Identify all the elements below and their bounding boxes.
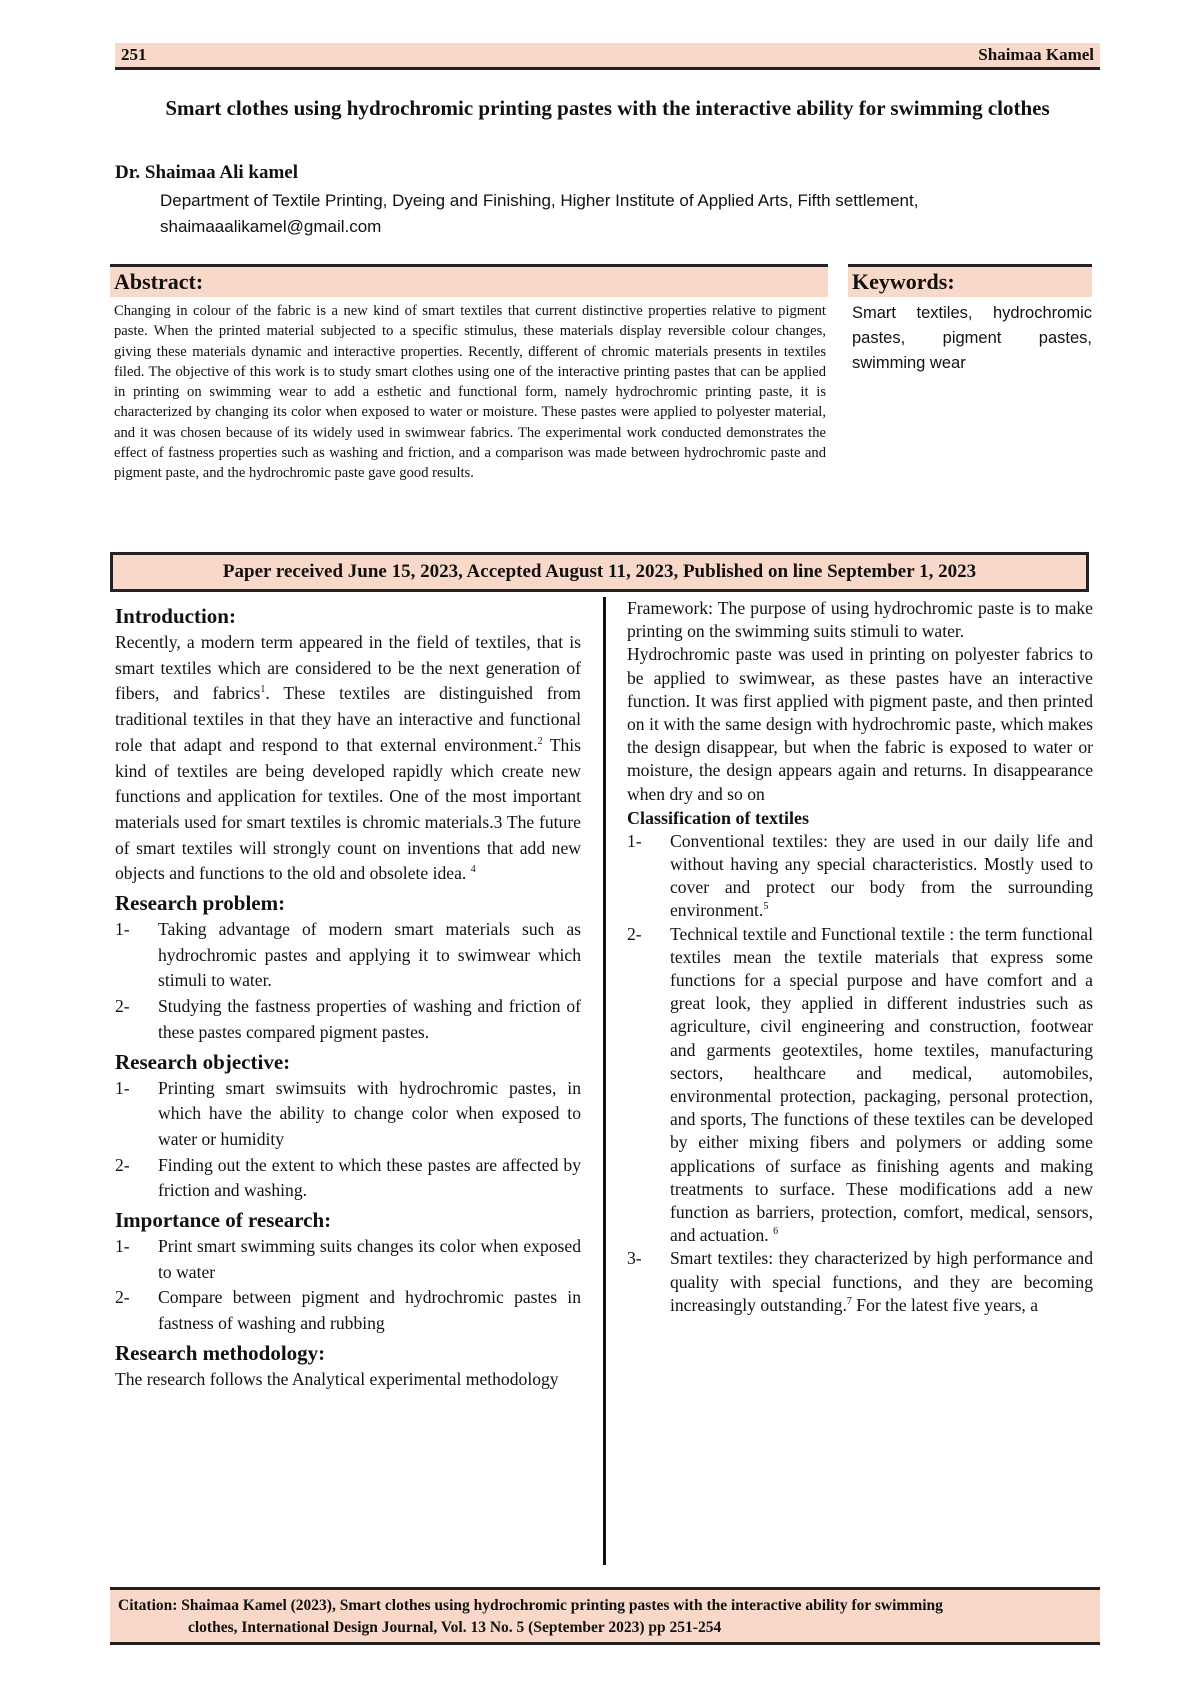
citation-footer — [110, 1587, 1100, 1645]
keywords-section — [848, 264, 1092, 376]
list-marker: 1- — [115, 919, 130, 940]
citation-2: 2 — [537, 735, 543, 747]
citation-7: 7 — [846, 1296, 852, 1308]
right-column — [627, 597, 1093, 1317]
list-item-text: Finding out the extent to which these pastes are affected by friction and washing. — [158, 1154, 581, 1201]
list-item-text: Technical textile and Functional textile : the term functional textiles mean the textile materials that express some functions for a special purpose and have comfort and a great look, they applied in different industries such as agriculture, civil engineering and construction, footwear and garments geotextiles, home textiles, manufacturing sectors, healthcare and medical, automobiles, environmental protection, packaging, personal protection, and sports, The functions of these textiles can be developed by either mixing fibers and polymers or adding some applications of surface as finishing agents and making treatments to surface. These modifications add a new function as barriers, protection, comfort, medical, sensors, and actuation. — [670, 923, 1093, 1246]
list-marker: 2- — [627, 923, 642, 944]
column-divider — [603, 597, 606, 1565]
list-marker: 1- — [627, 830, 642, 851]
research-problem-list — [115, 917, 581, 1046]
classification-heading: Classification of textiles — [627, 807, 809, 828]
list-item-text: Compare between pigment and hydrochromic pastes in fastness of washing and rubbing — [158, 1287, 581, 1334]
abstract-heading: Abstract: — [110, 264, 828, 297]
list-item — [627, 1247, 1093, 1317]
research-objective-heading: Research objective: — [115, 1049, 291, 1074]
methodology-text: The research follows the Analytical experimental methodology — [115, 1368, 559, 1389]
intro-text-c: This kind of textiles are being developed rapidly which create new functions and application for textiles. One of the most important materials used for smart textiles is chromic materials.3 The future of smart textiles will strongly count on inventions that add new objects and functions to the old and obsolete idea. — [115, 734, 582, 884]
citation-1: 1 — [260, 684, 266, 696]
list-item-tail: For the latest five years, a — [851, 1294, 1039, 1315]
abstract-text: Changing in colour of the fabric is a new kind of smart textiles that current distinctive properties relative to pigment paste. When the printed material subjected to a specific stimulus, these materials display reversible colour changes, giving these materials dynamic and interactive properties. Recently, different of chromic materials presents in textiles filed. The objective of this work is to study smart clothes using one of the interactive printing pastes that can be applied in printing on swimming wear to add a esthetic and functional form, namely hydrochromic printing paste, it is characterized by changing its color when exposed to water or moisture. These pastes were applied to polyester material, and it was chosen because of its widely used in swimwear fabrics. The experimental work conducted demonstrates the effect of fastness properties such as washing and friction, and a comparison was made between hydrochromic paste and pigment paste, and the hydrochromic paste gave good results. — [114, 303, 826, 482]
abstract-section — [110, 264, 828, 484]
paper-title: Smart clothes using hydrochromic printing pastes with the interactive ability for swimming clothes — [165, 96, 1050, 120]
citation-5: 5 — [763, 901, 769, 913]
list-item-text: Studying the fastness properties of washing and friction of these pastes compared pigment pastes. — [158, 996, 581, 1042]
author-name: Dr. Shaimaa Ali kamel — [115, 162, 298, 183]
list-marker: 2- — [115, 996, 130, 1017]
introduction-heading: Introduction: — [115, 604, 236, 628]
citation-6: 6 — [773, 1226, 779, 1238]
importance-heading: Importance of research: — [115, 1208, 332, 1233]
list-marker: 1- — [115, 1236, 130, 1257]
intro-text-b: . These textiles are distinguished from traditional textiles in that they have an interactive and functional role that adapt and respond to that external environment. — [115, 683, 581, 755]
list-item — [115, 1234, 581, 1285]
list-item — [115, 994, 581, 1045]
citation-4: 4 — [470, 864, 476, 876]
author-affiliation: Department of Textile Printing, Dyeing and Finishing, Higher Institute of Applied Arts, Fifth settlement, shaimaaalikamel@gmail.com — [160, 191, 919, 236]
framework-paragraph: Framework: The purpose of using hydrochromic paste is to make printing on the swimming suits stimuli to water. — [627, 598, 1093, 642]
importance-list — [115, 1234, 581, 1337]
intro-text-a: Recently, a modern term appeared in the field of textiles, that is smart textiles which are considered to be the next generation of fibers, and fabrics — [115, 632, 581, 704]
list-item — [115, 1076, 581, 1153]
received-dates-banner: Paper received June 15, 2023, Accepted August 11, 2023, Published on line September 1, 2023 — [110, 552, 1089, 592]
research-objective-list — [115, 1076, 581, 1205]
list-marker: 2- — [115, 1154, 130, 1175]
list-marker: 1- — [115, 1077, 130, 1098]
page-number: 251 — [121, 45, 147, 64]
list-item-text: Taking advantage of modern smart materials such as hydrochromic pastes and applying it to swimwear which stimuli to water. — [158, 919, 581, 991]
keywords-heading: Keywords: — [848, 264, 1092, 297]
list-item — [627, 830, 1093, 923]
list-item-text: Smart textiles: they characterized by high performance and quality with special functions, and they are becoming increasingly outstanding. — [670, 1248, 1093, 1315]
running-header — [115, 43, 1100, 70]
list-item — [627, 923, 1093, 1248]
research-problem-heading: Research problem: — [115, 891, 286, 916]
left-column — [115, 600, 581, 1393]
classification-list — [627, 830, 1093, 1317]
list-marker: 2- — [115, 1287, 130, 1308]
hydrochromic-paragraph: Hydrochromic paste was used in printing on polyester fabrics to be applied to swimwear, as these pastes have an interactive function. It was first applied with pigment paste, and then printed on it with the same design with hydrochromic paste, which makes the design disappear, but when the fabric is exposed to water or moisture, the design appears again and returns. In disappearance when dry and so on — [627, 644, 1093, 804]
list-item — [115, 1285, 581, 1336]
list-marker: 3- — [627, 1248, 642, 1269]
keywords-text: Smart textiles, hydrochromic pastes, pigment pastes, swimming wear — [852, 304, 1092, 372]
citation-line-2: clothes, International Design Journal, Vol. 13 No. 5 (September 2023) pp 251-254 — [188, 1619, 722, 1636]
list-item — [115, 1153, 581, 1204]
header-author: Shaimaa Kamel — [978, 45, 1094, 64]
introduction-paragraph — [115, 630, 581, 887]
list-item-text: Conventional textiles: they are used in our daily life and without having any special characteristics. Mostly used to cover and protect our body from the surrounding environment. — [670, 830, 1093, 921]
list-item — [115, 917, 581, 994]
citation-line-1: Citation: Shaimaa Kamel (2023), Smart clothes using hydrochromic printing pastes with the interactive ability for swimming — [118, 1597, 943, 1614]
methodology-heading: Research methodology: — [115, 1340, 326, 1365]
list-item-text: Printing smart swimsuits with hydrochromic pastes, in which have the ability to change color when exposed to water or humidity — [158, 1077, 581, 1149]
list-item-text: Print smart swimming suits changes its color when exposed to water — [158, 1236, 581, 1282]
